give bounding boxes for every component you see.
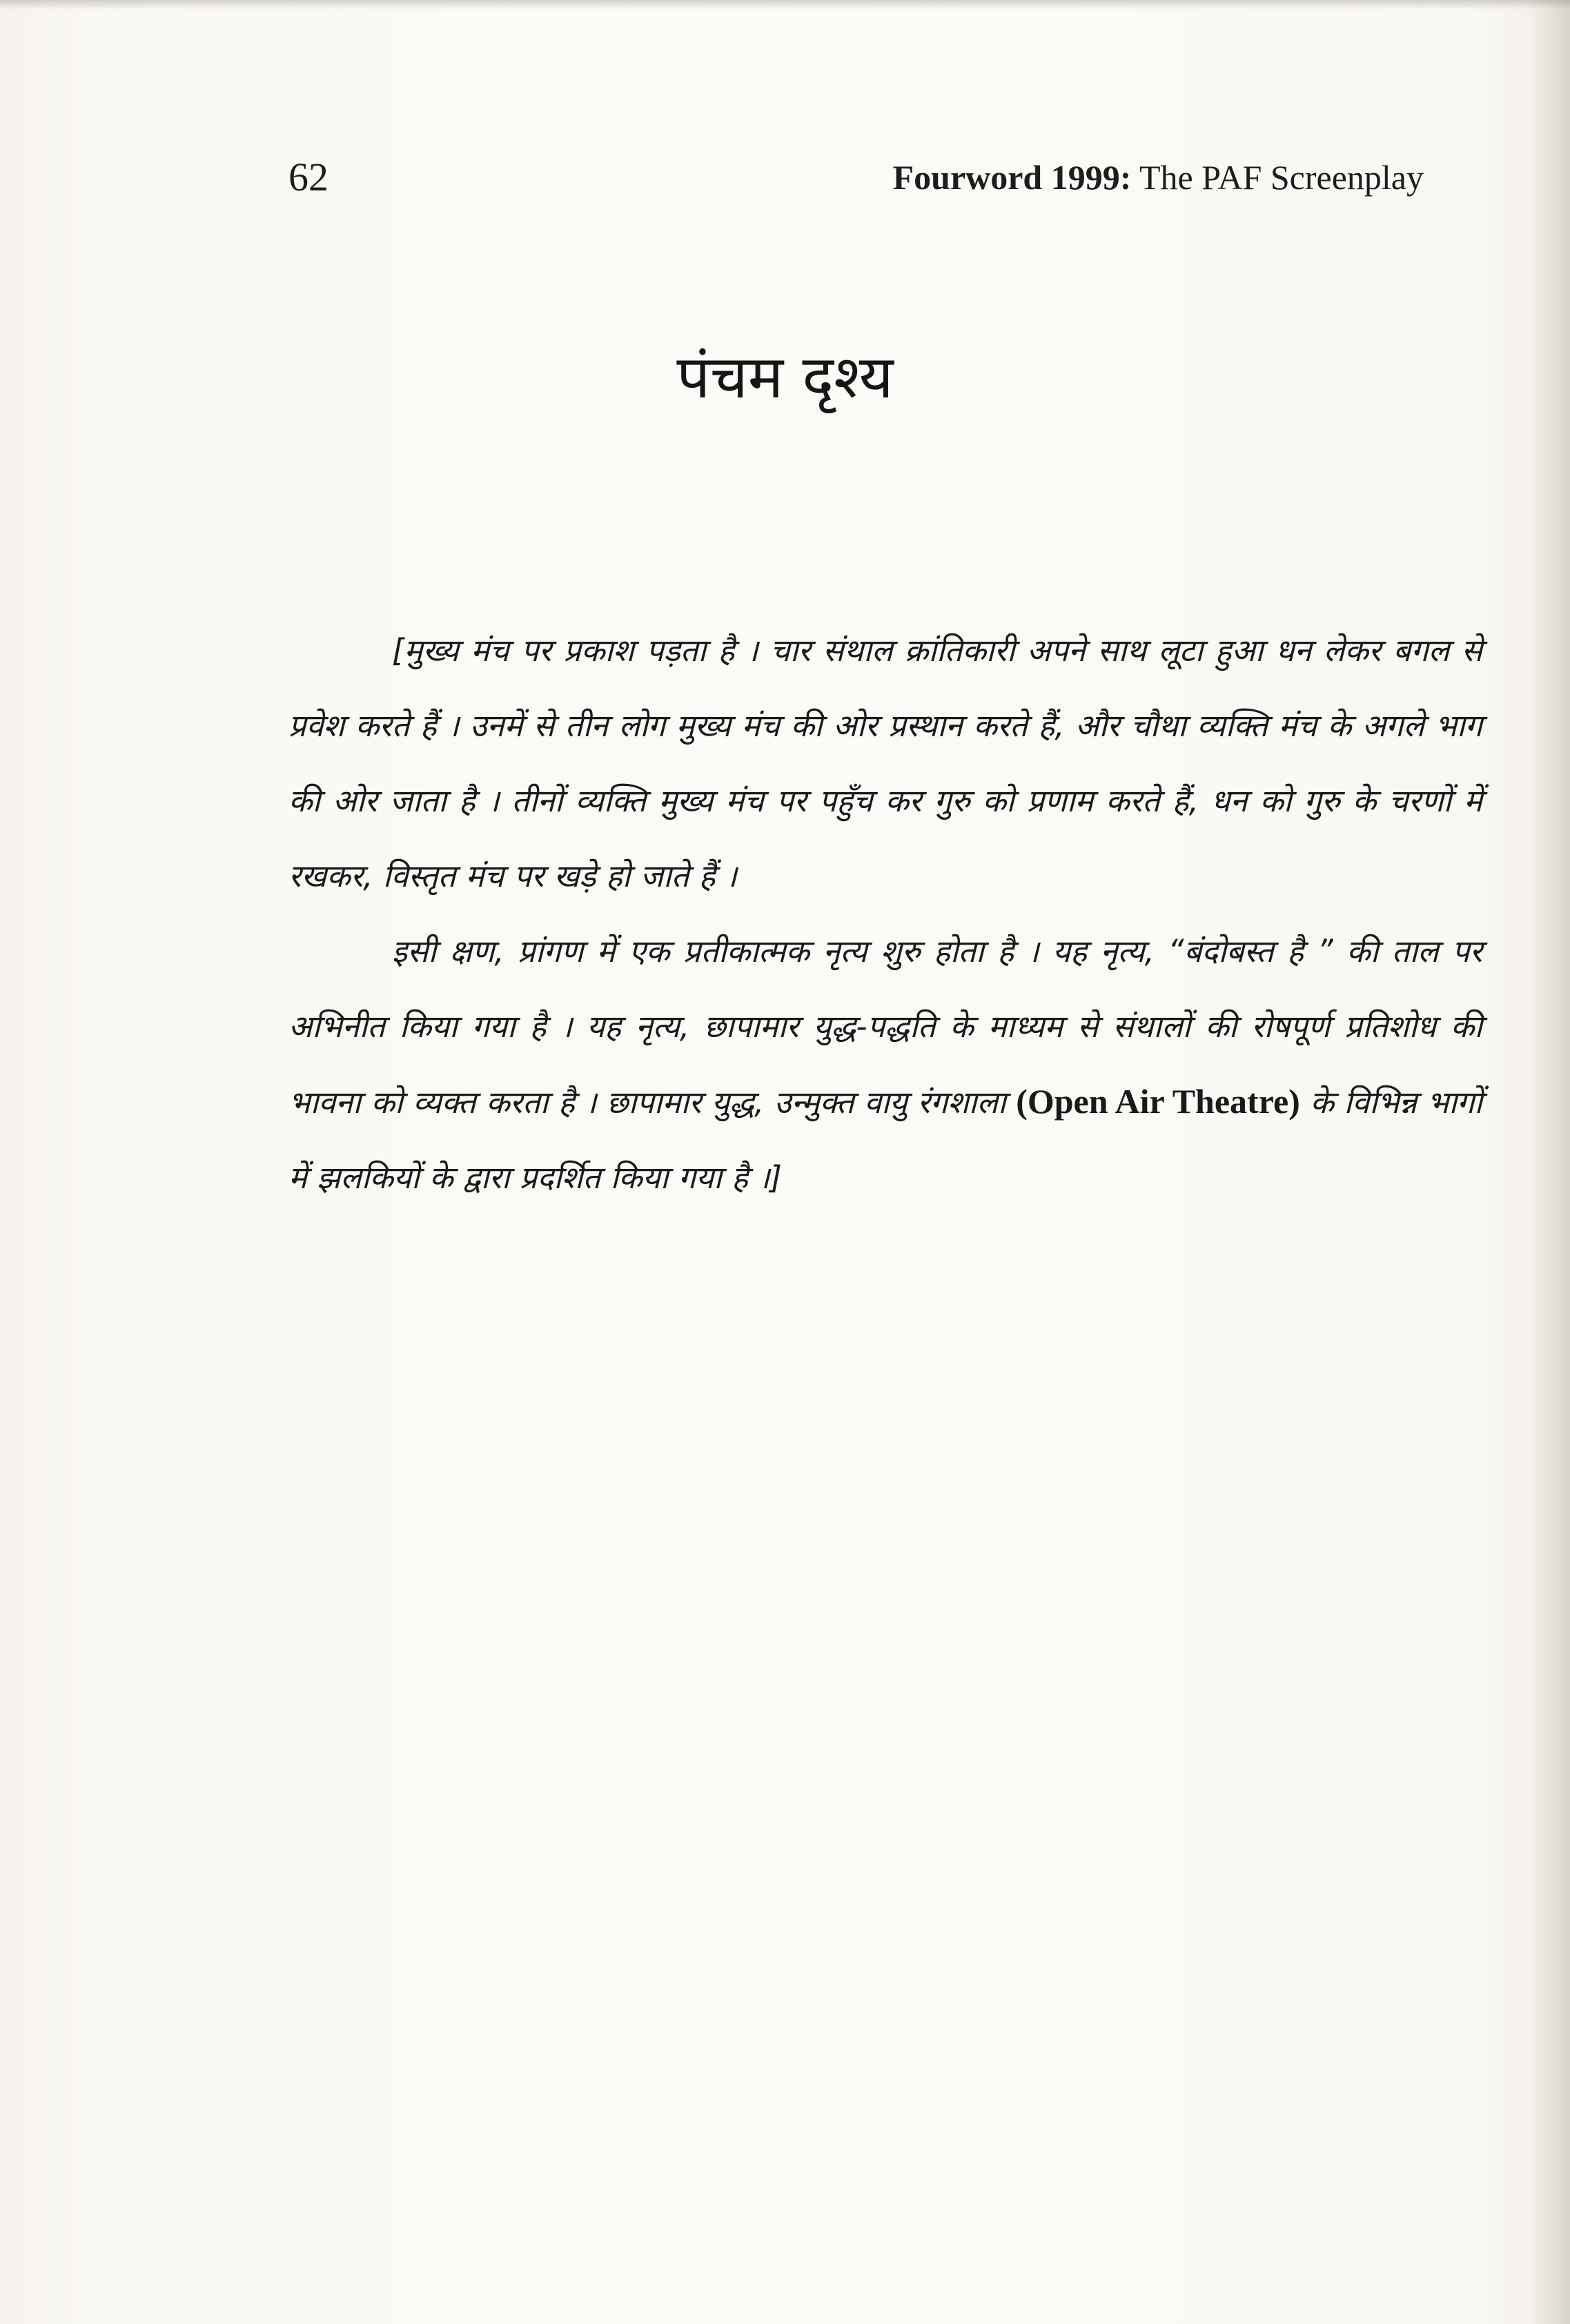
page-number: 62 [288, 155, 328, 199]
body-text [288, 613, 1482, 1215]
paragraph-stage-direction-2 [288, 914, 1482, 1215]
scan-top-shadow [0, 0, 1570, 10]
paragraph-2-text: इसी क्षण, प्रांगण में एक प्रतीकात्मक नृत्य शुरु होता है । यह नृत्य, “बंदोबस्त है ” की ताल पर अभिनीत किया गया है । यह नृत्य, छापामार युद्ध-पद्धति के माध्यम से संथालों की रोषपूर्ण प्रतिशोध की भावना को व्यक्त करता है । छापामार युद्ध, उन्मुक्त वायु रंगशाला [288, 933, 1482, 1121]
open-air-theatre-term: (Open Air Theatre) [1016, 1082, 1300, 1121]
paragraph-stage-direction-1: [मुख्य मंच पर प्रकाश पड़ता है । चार संथाल क्रांतिकारी अपने साथ लूटा हुआ धन लेकर बगल से प्रवेश करते हैं । उनमें से तीन लोग मुख्य मंच की ओर प्रस्थान करते हैं, और चौथा व्यक्ति मंच के अगले भाग की ओर जाता है । तीनों व्यक्ति मुख्य मंच पर पहुँच कर गुरु को प्रणाम करते हैं, धन को गुरु के चरणों में रखकर, विस्तृत मंच पर खड़े हो जाते हैं । [288, 632, 1482, 894]
running-head-title: The PAF Screenplay [1131, 158, 1424, 197]
paragraph-2-text-end: के विभिन्न भागों में झलकियों के द्वारा प्रदर्शित किया गया है ।] [288, 1084, 1482, 1196]
scene-title: पंचम दृश्य [676, 343, 894, 412]
running-head [893, 160, 1424, 195]
running-head-issue: Fourword 1999: [892, 158, 1132, 197]
